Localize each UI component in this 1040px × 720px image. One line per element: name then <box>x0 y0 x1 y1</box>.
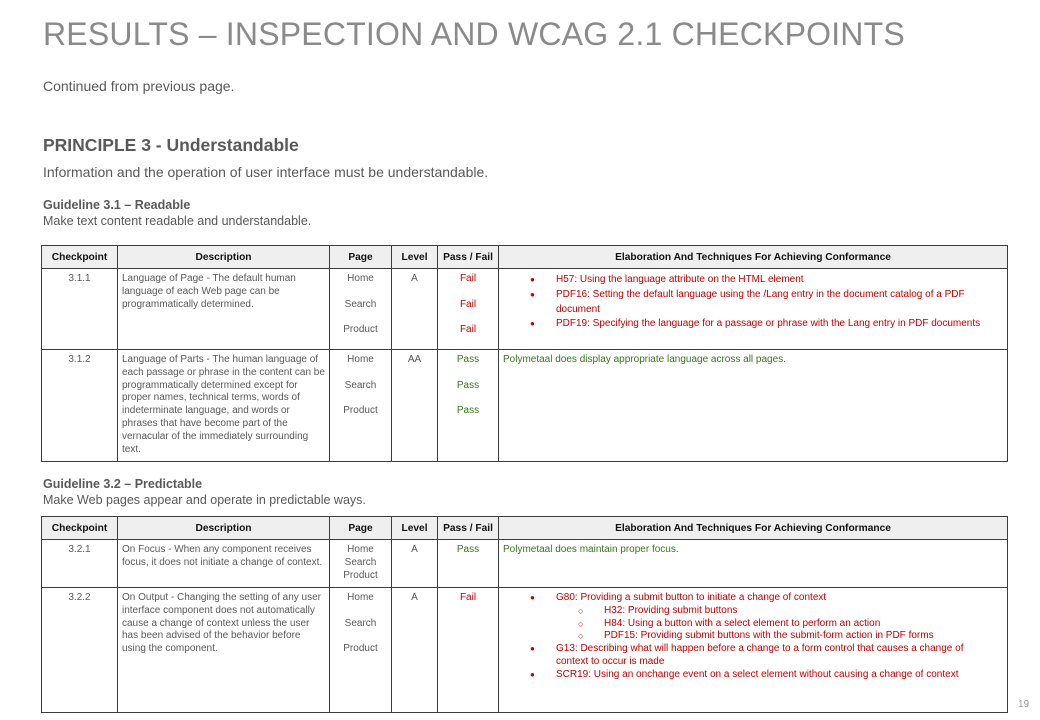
level-cell: AA <box>392 350 438 462</box>
page-number: 19 <box>1018 699 1030 710</box>
level-cell: A <box>392 588 438 713</box>
header-pass-fail: Pass / Fail <box>438 517 499 540</box>
guideline-3-1-table <box>41 245 1008 462</box>
page-name: Product <box>343 569 378 581</box>
guideline-3-2-table <box>41 516 1008 713</box>
description-cell: On Focus - When any component receives focus, it does not initiate a change of context. <box>118 540 330 588</box>
page-cell <box>330 588 392 713</box>
guideline-3-2-heading: Guideline 3.2 – Predictable <box>43 477 203 491</box>
result-pass: Pass <box>456 354 480 365</box>
header-level: Level <box>392 517 438 540</box>
technique-subitem: ○ H32: Providing submit buttons <box>503 605 995 618</box>
page-name: Product <box>343 643 378 655</box>
table-row <box>42 588 1008 713</box>
technique-item: ● PDF16: Setting the default language using the /Lang entry in the document catalog of a PDF document <box>503 288 995 318</box>
page-cell <box>330 269 392 350</box>
technique-item: ● H57: Using the language attribute on the HTML element <box>503 273 995 288</box>
result-cell: Fail <box>438 588 499 713</box>
checkpoint-cell: 3.2.2 <box>42 588 118 713</box>
result-cell: Pass <box>438 540 499 588</box>
page-name: Search <box>344 379 377 391</box>
table-row <box>42 350 1008 462</box>
page-name: Home <box>347 273 374 284</box>
result-cell <box>438 269 499 350</box>
technique-list <box>503 592 1003 682</box>
elaboration-cell <box>499 269 1008 350</box>
elaboration-cell: Polymetaal does display appropriate language across all pages. <box>499 350 1008 462</box>
result-fail: Fail <box>459 273 477 284</box>
page-title: RESULTS – INSPECTION AND WCAG 2.1 CHECKPOINTS <box>43 16 905 52</box>
elaboration-cell: Polymetaal does maintain proper focus. <box>499 540 1008 588</box>
technique-subitem: ○ H84: Using a button with a select element to perform an action <box>503 618 995 631</box>
page-name: Home <box>347 354 374 365</box>
result-fail: Fail <box>459 324 477 336</box>
guideline-3-2-description: Make Web pages appear and operate in predictable ways. <box>43 493 366 507</box>
description-cell: Language of Parts - The human language of each passage or phrase in the content can be programmatically determined except for proper names, technical terms, words of indeterminate language, and words or phrases that have become part of the vernacular of the immediately surrounding text. <box>118 350 330 462</box>
table-header-row <box>42 246 1008 269</box>
level-cell: A <box>392 540 438 588</box>
header-page: Page <box>330 517 392 540</box>
guideline-3-1-heading: Guideline 3.1 – Readable <box>43 198 191 212</box>
header-pass-fail: Pass / Fail <box>438 246 499 269</box>
page-name: Product <box>343 324 378 336</box>
page-name: Home <box>347 544 374 555</box>
header-description: Description <box>118 246 330 269</box>
page-name: Search <box>344 617 377 629</box>
technique-subitem: ○ PDF15: Providing submit buttons with the submit-form action in PDF forms <box>503 630 995 643</box>
header-description: Description <box>118 517 330 540</box>
principle-heading: PRINCIPLE 3 - Understandable <box>43 135 299 155</box>
checkpoint-cell: 3.1.1 <box>42 269 118 350</box>
description-cell: On Output - Changing the setting of any user interface component does not automatically cause a change of context unless the user has been advised of the behavior before using the component. <box>118 588 330 713</box>
header-checkpoint: Checkpoint <box>42 517 118 540</box>
result-pass: Pass <box>456 379 480 391</box>
technique-item: ● G80: Providing a submit button to initiate a change of context <box>503 592 995 605</box>
checkpoint-cell: 3.2.1 <box>42 540 118 588</box>
elaboration-cell <box>499 588 1008 713</box>
result-cell <box>438 350 499 462</box>
principle-description: Information and the operation of user interface must be understandable. <box>43 164 489 180</box>
level-cell: A <box>392 269 438 350</box>
page-cell <box>330 350 392 462</box>
technique-item: ● SCR19: Using an onchange event on a select element without causing a change of context <box>503 669 995 682</box>
table-row <box>42 269 1008 350</box>
header-page: Page <box>330 246 392 269</box>
page-name: Search <box>344 298 377 310</box>
checkpoint-cell: 3.1.2 <box>42 350 118 462</box>
header-checkpoint: Checkpoint <box>42 246 118 269</box>
table-header-row <box>42 517 1008 540</box>
technique-item: ● PDF19: Specifying the language for a passage or phrase with the Lang entry in PDF documents <box>503 317 995 332</box>
header-elaboration: Elaboration And Techniques For Achieving Conformance <box>499 517 1008 540</box>
technique-item: ● G13: Describing what will happen before a change to a form control that causes a change of context to occur is made <box>503 643 995 669</box>
page-name: Search <box>344 556 377 568</box>
guideline-3-1-description: Make text content readable and understandable. <box>43 214 312 228</box>
page-cell <box>330 540 392 588</box>
result-pass: Pass <box>456 405 480 417</box>
page-name: Product <box>343 405 378 417</box>
header-elaboration: Elaboration And Techniques For Achieving Conformance <box>499 246 1008 269</box>
page-name: Home <box>347 592 374 603</box>
table-row <box>42 540 1008 588</box>
header-level: Level <box>392 246 438 269</box>
result-fail: Fail <box>459 298 477 310</box>
description-cell: Language of Page - The default human language of each Web page can be programmatically determined. <box>118 269 330 350</box>
technique-list <box>503 273 1003 332</box>
continued-note: Continued from previous page. <box>43 78 235 94</box>
